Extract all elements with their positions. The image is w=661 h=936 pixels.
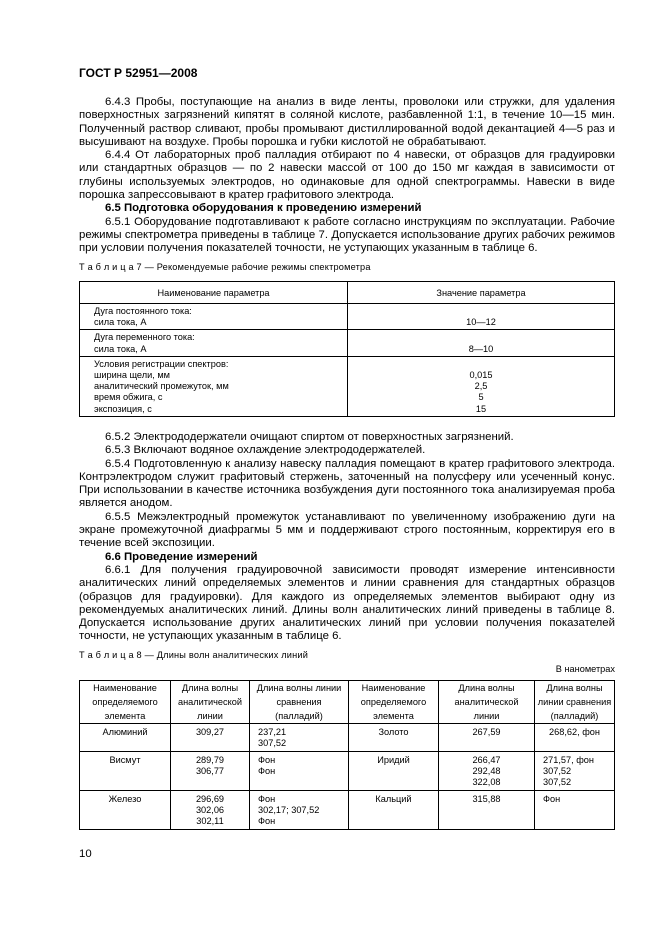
table-row	[80, 724, 615, 752]
table8-cell: Иридий	[349, 752, 439, 791]
paragraph-6-4-4: 6.4.4 От лабораторных проб палладия отбирают по 4 навески, от образцов для градуировки или стандартных образцов — по 2 навески массой от 100 до 150 мг каждая в зависимости от глубины используемых электродов, но одинаковые для одной спектрограммы. Навески в виде порошка запрессовывают в кратер графитового электрода.	[79, 149, 615, 202]
table7-value-cell: 0,015 2,5 5 15	[348, 356, 615, 416]
table8-header: Длина волны линии сравнения (палладий)	[535, 681, 615, 724]
table7-header-value: Значение параметра	[348, 282, 615, 304]
page-header: ГОСТ Р 52951—2008	[79, 66, 198, 80]
paragraph-6-5-1: 6.5.1 Оборудование подготавливают к работе согласно инструкциям по эксплуатации. Рабочие режимы спектрометра приведены в таблице 7. Допускается использование других рабочих режимов при условии получения показателей точности, не уступающих указанным в таблице 6.	[79, 215, 615, 255]
table8-cell: Фон 302,17; 307,52 Фон	[250, 791, 349, 830]
table8-cell: 268,62, фон	[535, 724, 615, 752]
table8-header: Наименование определяемого элемента	[349, 681, 439, 724]
table7-param-cell: Дуга переменного тока: сила тока, А	[80, 330, 348, 356]
section-6-5-continued	[79, 431, 615, 644]
table8-cell: Фон Фон	[250, 752, 349, 791]
table8	[79, 680, 615, 830]
table8-cell: 315,88	[439, 791, 535, 830]
table8-cell: Золото	[349, 724, 439, 752]
table8-cell: Кальций	[349, 791, 439, 830]
table8-cell: 267,59	[439, 724, 535, 752]
table8-cell: 271,57, фон 307,52 307,52	[535, 752, 615, 791]
paragraph-6-5-3: 6.5.3 Включают водяное охлаждение электрододержателей.	[105, 444, 426, 457]
heading-6-6: 6.6 Проведение измерений	[105, 550, 258, 563]
page-number: 10	[79, 848, 92, 860]
table8-cell: 266,47 292,48 322,08	[439, 752, 535, 791]
table8-cell: Фон	[535, 791, 615, 830]
table8-caption: Т а б л и ц а 8 — Длины волн аналитических линий	[79, 650, 309, 660]
table-row	[80, 791, 615, 830]
paragraph-6-5-4: 6.5.4 Подготовленную к анализу навеску палладия помещают в кратер графитового электрода. Контрэлектродом служит графитовый стержень, заточенный на полусферу или усеченный конус. При использовании в качестве источника возбуждения дуги постоянного тока анализируемая проба является анодом.	[79, 457, 615, 510]
table8-units: В нанометрах	[555, 664, 615, 674]
table-row	[80, 304, 615, 330]
paragraph-6-5-5: 6.5.5 Межэлектродный промежуток устанавливают по увеличенному изображению дуги на экране промежуточной диафрагмы 5 мм и поддерживают строго постоянным, корректируя его в течение всей экспозиции.	[79, 510, 615, 550]
table7-param-cell: Дуга постоянного тока: сила тока, А	[80, 304, 348, 330]
table8-header: Длина волны линии сравнения (палладий)	[250, 681, 349, 724]
table8-cell: Висмут	[80, 752, 171, 791]
table8-cell: Алюминий	[80, 724, 171, 752]
table8-cell: 289,79 306,77	[171, 752, 250, 791]
table7-param-cell: Условия регистрации спектров: ширина щели, мм аналитический промежуток, мм время обжига, с экспозиция, с	[80, 356, 348, 416]
heading-6-5: 6.5 Подготовка оборудования к проведению измерений	[105, 202, 422, 215]
paragraph-6-6-1: 6.6.1 Для получения градуировочной зависимости проводят измерение интенсивности аналитических линий определяемых элементов и линии сравнения для стандартных образцов (образцов для градуировки). Для каждого из определяемых элементов выбирают одну из рекомендуемых аналитических линий. Длины волн аналитических линий приведены в таблице 8. Допускается использование других аналитических линий при условии получения показателей точности, не уступающих указанным в таблице 6.	[79, 563, 615, 643]
table7-header-param: Наименование параметра	[80, 282, 348, 304]
table-row	[80, 752, 615, 791]
section-6-4	[79, 96, 615, 256]
table8-header: Наименование определяемого элемента	[80, 681, 171, 724]
table8-header: Длина волны аналитической линии	[171, 681, 250, 724]
table8-cell: 309,27	[171, 724, 250, 752]
table-row	[80, 330, 615, 356]
table-row	[80, 356, 615, 416]
table8-cell: Железо	[80, 791, 171, 830]
table8-header: Длина волны аналитической линии	[439, 681, 535, 724]
table7-value-cell: 8—10	[348, 330, 615, 356]
table7-caption: Т а б л и ц а 7 — Рекомендуемые рабочие режимы спектрометра	[79, 262, 371, 272]
table7-value-cell: 10—12	[348, 304, 615, 330]
paragraph-6-4-3: 6.4.3 Пробы, поступающие на анализ в виде ленты, проволоки или стружки, для удаления поверхностных загрязнений кипятят в соляной кислоте, разбавленной 1:1, в течение 10—15 мин. Полученный раствор сливают, пробы промывают дистиллированной водой декантацией 4—5 раз и высушивают на воздухе. Пробы порошка и губки кислотой не обрабатывают.	[79, 96, 615, 148]
table8-cell: 296,69 302,06 302,11	[171, 791, 250, 830]
table7	[79, 281, 615, 417]
table8-cell: 237,21 307,52	[250, 724, 349, 752]
paragraph-6-5-2: 6.5.2 Электрододержатели очищают спиртом от поверхностных загрязнений.	[105, 431, 514, 443]
